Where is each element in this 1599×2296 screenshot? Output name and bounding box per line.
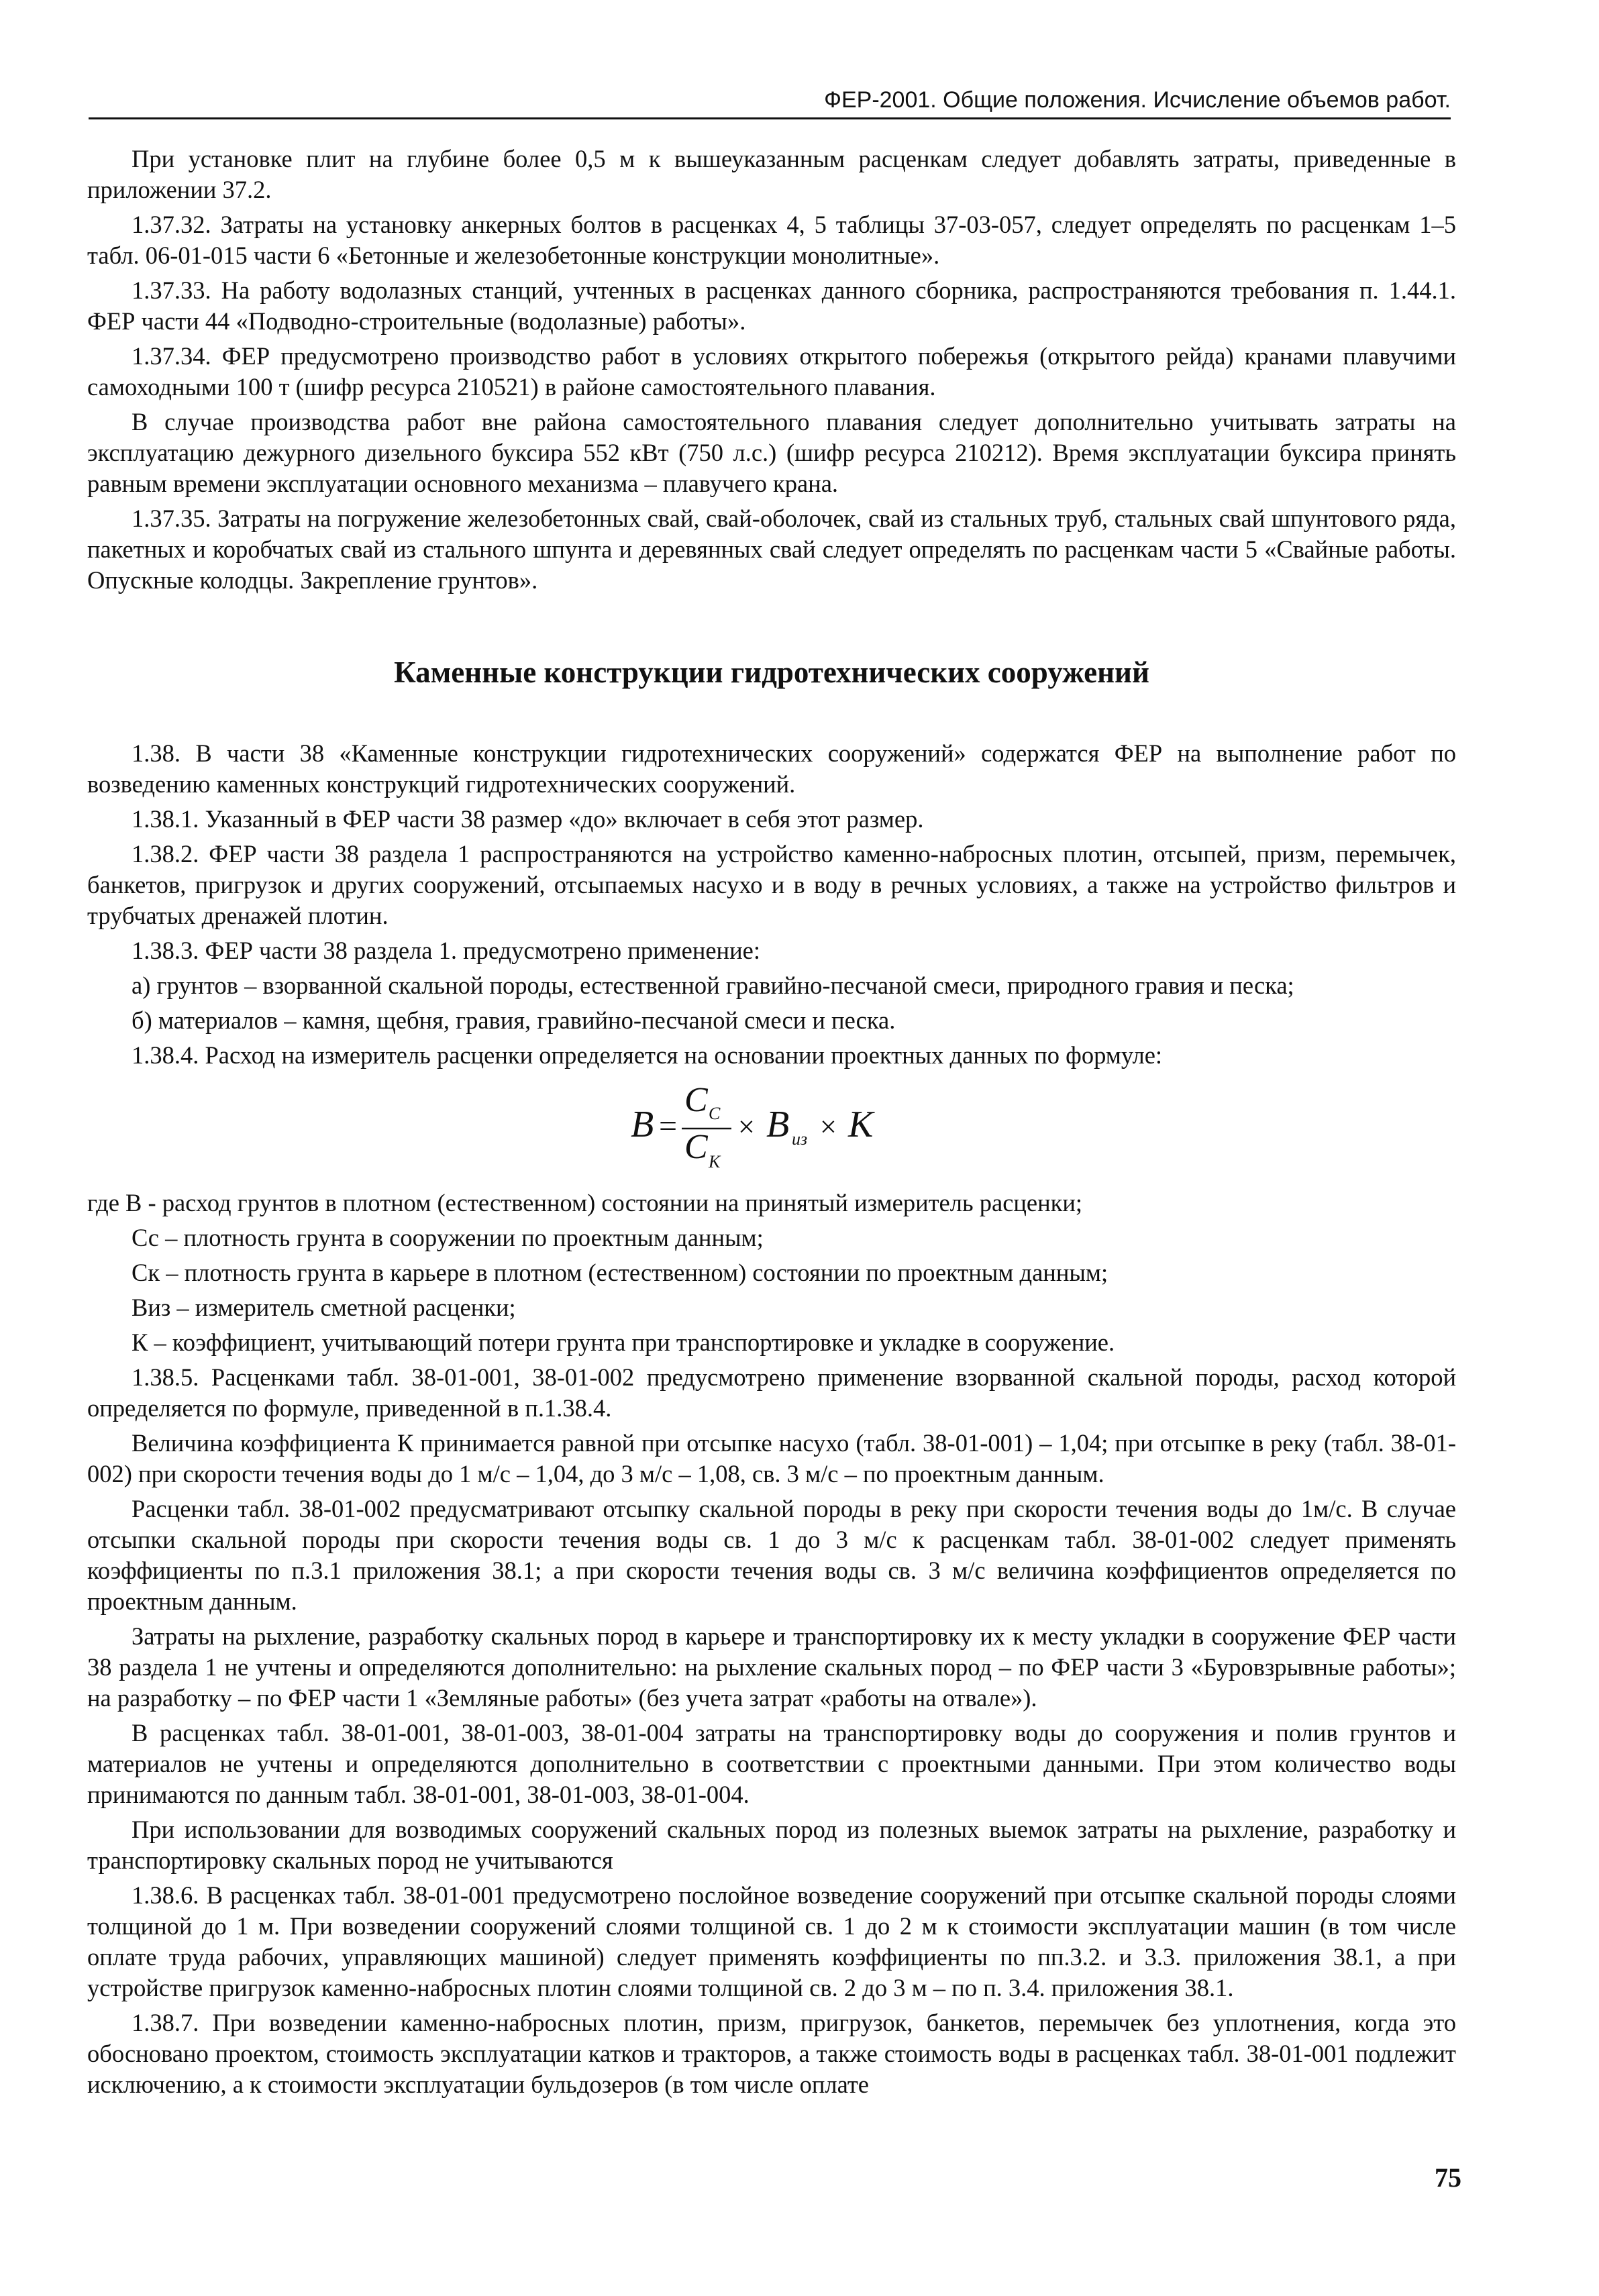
formula-denominator-sub: K (709, 1152, 721, 1172)
paragraph: 1.37.32. Затраты на установку анкерных болтов в расценках 4, 5 таблицы 37-03-057, следует определять по расценкам 1–5 табл. 06-01-015 части 6 «Бетонные и железобетонные конструкции монолитные». (87, 210, 1456, 269)
document-page (87, 87, 1456, 2104)
paragraph: а) грунтов – взорванной скальной породы, естественной гравийно-песчаной смеси, природного гравия и песка; (132, 972, 1294, 1000)
section-heading: Каменные конструкции гидротехнических сооружений (394, 655, 1149, 689)
definition-line: К – коэффициент, учитывающий потери грунта при транспортировке и укладке в сооружение. (132, 1328, 1115, 1357)
definition-line: Сс – плотность грунта в сооружении по проектным данным; (132, 1224, 764, 1252)
paragraph: Расценки табл. 38-01-002 предусматривают отсыпку скальной породы в реку при скорости течения воды до 1м/с. В случае отсыпки скальной породы при скорости течения воды св. 1 до 3 м/с к расценкам табл. 38-01-002 следует применять коэффициенты по п.3.1 приложения 38.1; а при скорости течения воды св. 3 м/с величина коэффициентов определяется по проектным данным. (87, 1495, 1456, 1616)
body-text (87, 144, 1456, 2100)
formula-equals: = (659, 1108, 678, 1145)
formula-lhs: B (631, 1104, 654, 1146)
paragraph: 1.38.4. Расход на измеритель расценки определяется на основании проектных данных по формуле: (132, 1041, 1163, 1069)
formula-denominator: C (684, 1128, 708, 1167)
paragraph: 1.38.7. При возведении каменно-набросных плотин, призм, пригрузок, банкетов, перемычек без уплотнения, когда это обосновано проектом, стоимость эксплуатации катков и тракторов, а также стоимость воды в расценках табл. 38-01-001 подлежит исключению, а к стоимости эксплуатации бульдозеров (в том числе оплате (87, 2008, 1456, 2098)
definition-line: Виз – измеритель сметной расценки; (132, 1294, 516, 1322)
paragraph: 1.38.1. Указанный в ФЕР части 38 размер «до» включает в себя этот размер. (132, 805, 924, 833)
definition-line: где В - расход грунтов в плотном (естественном) состоянии на принятый измеритель расценки; (87, 1189, 1083, 1217)
formula-numerator-sub: C (709, 1104, 721, 1124)
definition-line: Ск – плотность грунта в карьере в плотном (естественном) состоянии по проектным данным; (132, 1259, 1108, 1287)
paragraph: 1.38.6. В расценках табл. 38-01-001 предусмотрено послойное возведение сооружений при отсыпке скальной породы слоями толщиной до 1 м. При возведении сооружений слоями толщиной св. 1 до 2 м к стоимости эксплуатации машин (в том числе оплате труда рабочих, управляющих машиной) следует применять коэффициенты по пп.3.2. и 3.3. приложения 38.1, а при устройстве пригрузок каменно-набросных плотин слоями толщиной св. 2 до 3 м – по п. 3.4. приложения 38.1. (87, 1881, 1456, 2001)
paragraph: 1.38. В части 38 «Каменные конструкции гидротехнических сооружений» содержатся ФЕР на выполнение работ по возведению каменных конструкций гидротехнических сооружений. (87, 739, 1456, 798)
paragraph: В расценках табл. 38-01-001, 38-01-003, 38-01-004 затраты на транспортировку воды до сооружения и полив грунтов и материалов не учтены и определяются дополнительно в соответствии с проектными данными. При этом количество воды принимаются по данным табл. 38-01-001, 38-01-003, 38-01-004. (87, 1719, 1456, 1809)
paragraph: При использовании для возводимых сооружений скальных пород из полезных выемок затраты на рыхление, разработку и транспортировку скальных пород не учитываются (87, 1816, 1456, 1874)
formula-times-2: × (820, 1110, 837, 1144)
paragraph: 1.38.2. ФЕР части 38 раздела 1 распространяются на устройство каменно-набросных плотин, отсыпей, призм, перемычек, банкетов, пригрузок и других сооружений, отсыпаемых насухо и в воду в речных условиях, а также на устройство фильтров и трубчатых дренажей плотин. (87, 840, 1456, 930)
paragraph: б) материалов – камня, щебня, гравия, гравийно-песчаной смеси и песка. (132, 1006, 896, 1035)
formula-numerator: C (684, 1081, 708, 1120)
paragraph: 1.37.34. ФЕР предусмотрено производство работ в условиях открытого побережья (открытого рейда) кранами плавучими самоходными 100 т (шифр ресурса 210521) в районе самостоятельного плавания. (87, 342, 1456, 401)
formula-mid: B (766, 1104, 790, 1146)
formula-rhs: K (848, 1104, 874, 1146)
paragraph: При установке плит на глубине более 0,5 м к вышеуказанным расценкам следует добавлять затраты, приведенные в приложении 37.2. (87, 145, 1456, 203)
paragraph: 1.37.33. На работу водолазных станций, учтенных в расценках данного сборника, распространяются требования п. 1.44.1. ФЕР части 44 «Подводно-строительные (водолазные) работы». (87, 276, 1456, 335)
formula-graphic (617, 1075, 926, 1176)
paragraph: 1.37.35. Затраты на погружение железобетонных свай, свай-оболочек, свай из стальных труб, стальных свай шпунтового ряда, пакетных и коробчатых свай из стального шпунта и деревянных свай следует определять по расценкам части 5 «Свайные работы. Опускные колодцы. Закрепление грунтов». (87, 504, 1456, 594)
page-number: 75 (1435, 2162, 1461, 2193)
formula (87, 1075, 1456, 1176)
paragraph: В случае производства работ вне района самостоятельного плавания следует дополнительно учитывать затраты на эксплуатацию дежурного дизельного буксира 552 кВт (750 л.с.) (шифр ресурса 210212). Время эксплуатации буксира принять равным времени эксплуатации основного механизма – плавучего крана. (87, 407, 1456, 497)
paragraph: 1.38.5. Расценками табл. 38-01-001, 38-01-002 предусмотрено применение взорванной скальной породы, расход которой определяется по формуле, приведенной в п.1.38.4. (87, 1363, 1456, 1422)
running-header: ФЕР-2001. Общие положения. Исчисление объемов работ. (89, 87, 1451, 119)
paragraph: 1.38.3. ФЕР части 38 раздела 1. предусмотрено применение: (132, 937, 760, 965)
formula-times-1: × (738, 1110, 755, 1144)
paragraph: Затраты на рыхление, разработку скальных пород в карьере и транспортировку их к месту укладки в сооружение ФЕР части 38 раздела 1 не учтены и определяются дополнительно: на рыхление скальных пород – по ФЕР части 3 «Буровзрывные работы»; на разработку – по ФЕР части 1 «Земляные работы» (без учета затрат «работы на отвале»). (87, 1622, 1456, 1712)
formula-mid-sub: из (792, 1129, 808, 1149)
paragraph: Величина коэффициента К принимается равной при отсыпке насухо (табл. 38-01-001) – 1,04; при отсыпке в реку (табл. 38-01-002) при скорости течения воды до 1 м/с – 1,04, до 3 м/с – 1,08, св. 3 м/с – по проектным данным. (87, 1429, 1456, 1488)
